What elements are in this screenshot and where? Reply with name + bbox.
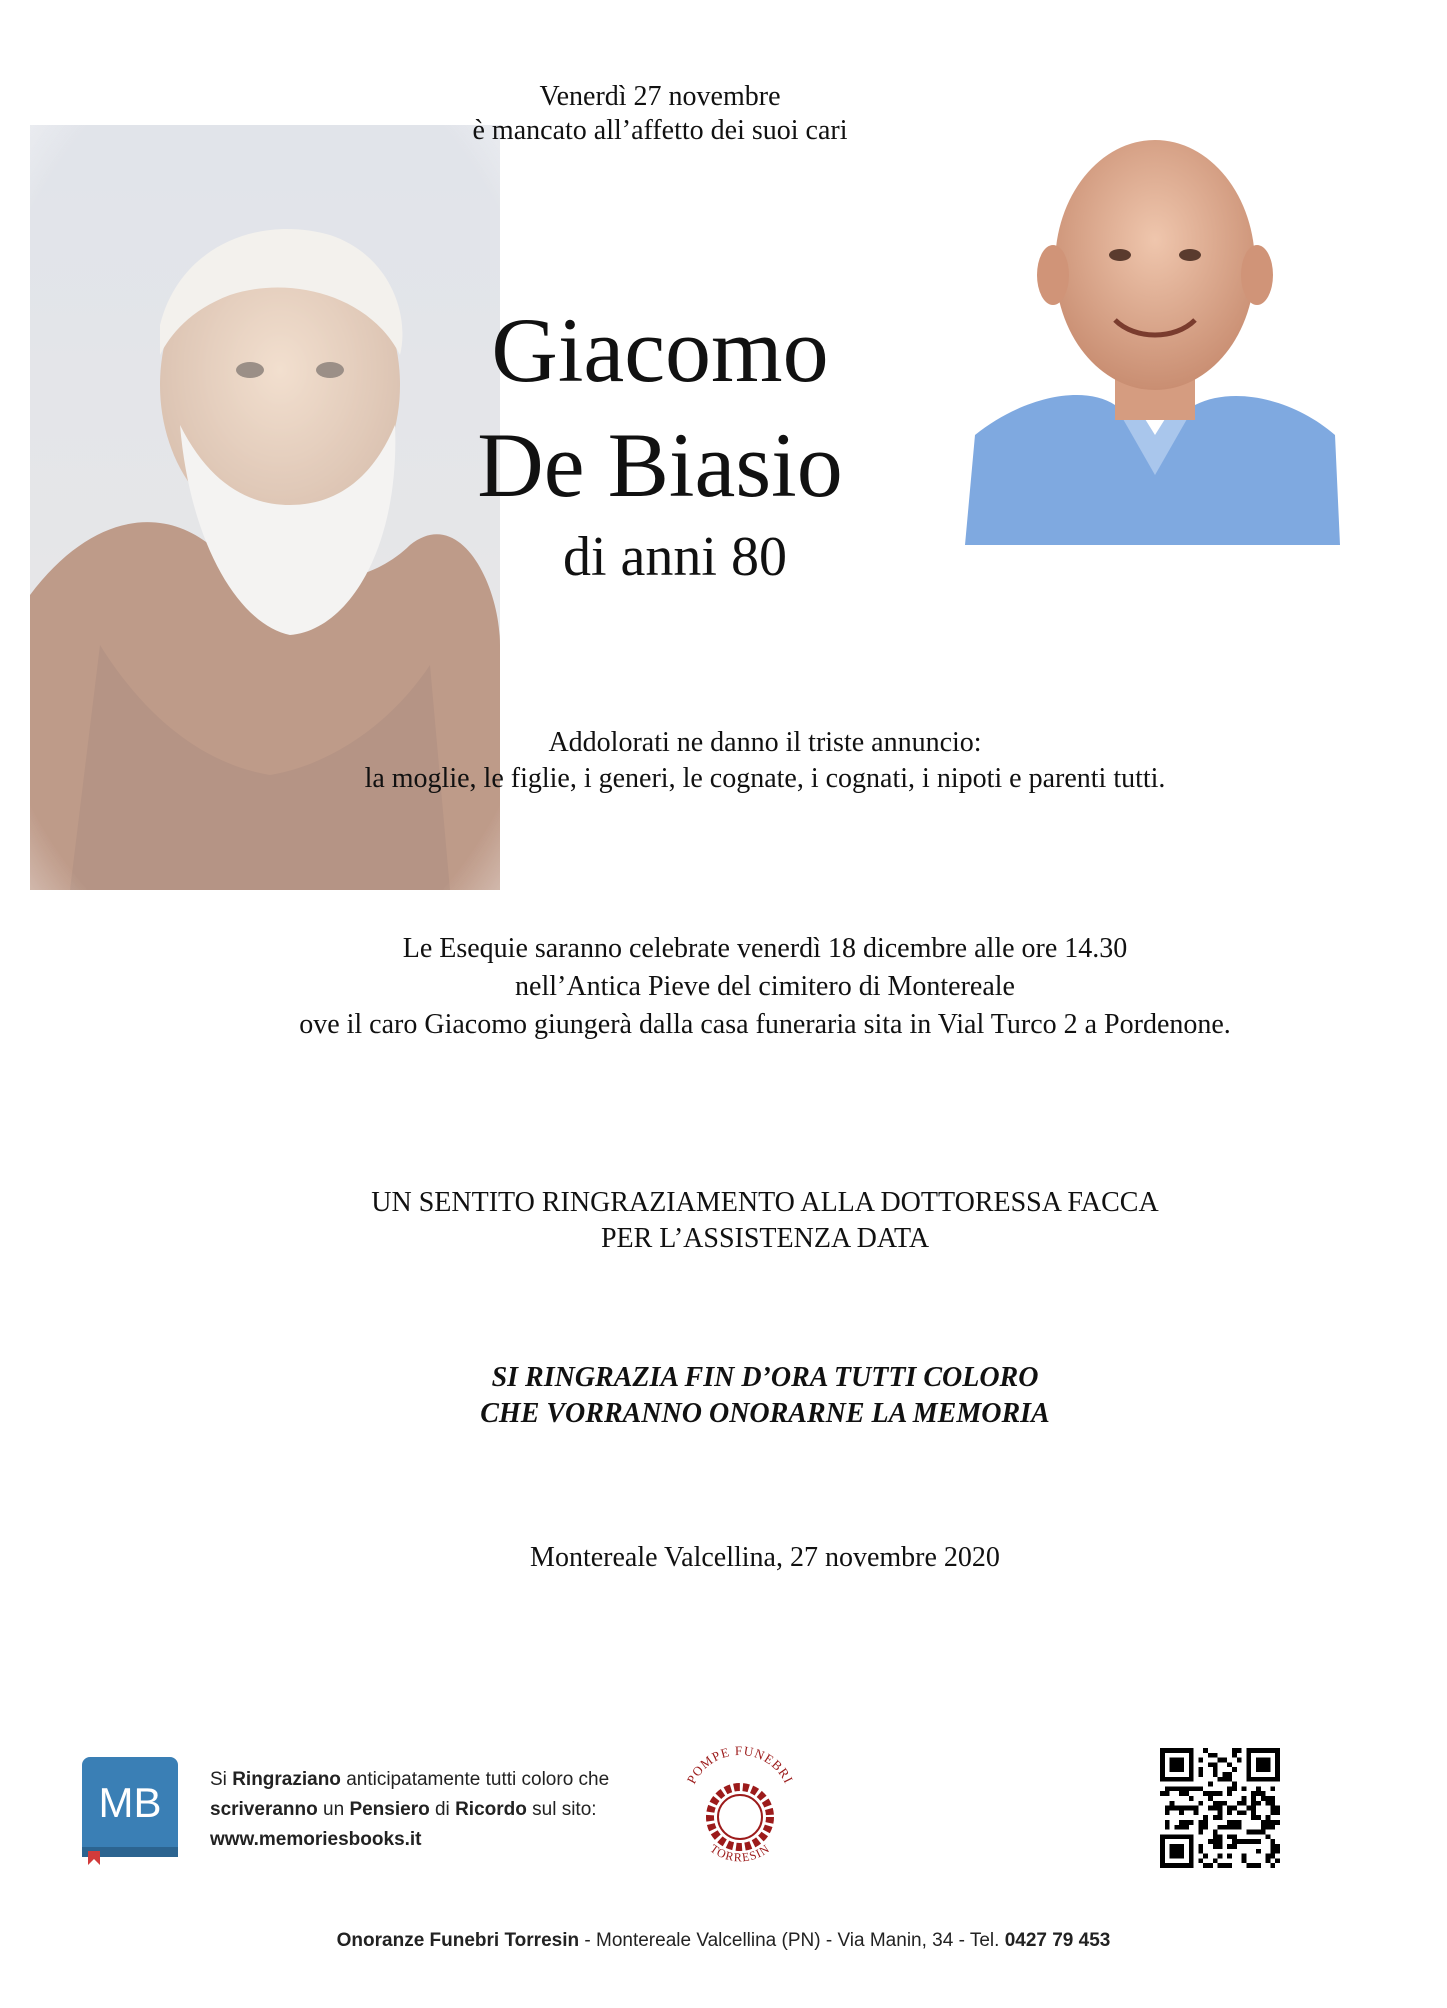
thanks-line: UN SENTITO RINGRAZIAMENTO ALLA DOTTORESSA FACCA [371, 1187, 1159, 1218]
svg-text:TORRESIN: TORRESIN [707, 1841, 773, 1865]
death-intro [380, 80, 940, 148]
mb-line: Si Ringraziano anticipatamente tutti coloro che [210, 1769, 610, 1790]
svg-text:POMPE FUNEBRI: POMPE FUNEBRI [683, 1742, 797, 1787]
memoriesbooks-note [210, 1765, 680, 1855]
deceased-first-name: Giacomo [491, 299, 829, 401]
announcement [200, 725, 1330, 797]
mb-logo-text: MB [98, 1779, 162, 1826]
thanks-line: PER L’ASSISTENZA DATA [600, 1223, 930, 1254]
place-date: Montereale Valcellina, 27 novembre 2020 [530, 1542, 1000, 1573]
thanks-memory [200, 1360, 1330, 1432]
mb-line: scriveranno un Pensiero di Ricordo sul sito: [210, 1799, 597, 1820]
deceased-last-name: De Biasio [477, 414, 843, 516]
qr-code[interactable] [1160, 1748, 1280, 1868]
memoriesbooks-logo [80, 1755, 180, 1867]
announce-line: Addolorati ne danno il triste annuncio: [548, 727, 982, 758]
footer-address: - Montereale Valcellina (PN) - Via Manin, 34 - Tel. [579, 1930, 1005, 1951]
footer-company: Onoranze Funebri Torresin [336, 1930, 580, 1951]
intro-date: Venerdì 27 novembre [539, 81, 781, 112]
funeral-details [200, 930, 1330, 1044]
deceased-age: di anni 80 [563, 526, 787, 588]
announce-line: la moglie, le figlie, i generi, le cognate, i cognati, i nipoti e parenti tutti. [364, 763, 1166, 794]
footer-phone: 0427 79 453 [1004, 1930, 1111, 1951]
memory-line: CHE VORRANNO ONORARNE LA MEMORIA [480, 1398, 1050, 1429]
funeral-line: ove il caro Giacomo giungerà dalla casa funeraria sita in Vial Turco 2 a Pordenone. [299, 1009, 1231, 1040]
funeral-line: Le Esequie saranno celebrate venerdì 18 dicembre alle ore 14.30 [402, 933, 1128, 964]
intro-text: è mancato all’affetto dei suoi cari [472, 115, 848, 146]
thanks-doctor [200, 1185, 1330, 1257]
memory-line: SI RINGRAZIA FIN D’ORA TUTTI COLORO [491, 1362, 1039, 1393]
footer [0, 1930, 1447, 1952]
memoriesbooks-link[interactable]: www.memoriesbooks.it [210, 1829, 422, 1850]
deceased-portrait [965, 105, 1340, 545]
funeral-home-seal [675, 1735, 805, 1875]
funeral-line: nell’Antica Pieve del cimitero di Montereale [515, 971, 1015, 1002]
